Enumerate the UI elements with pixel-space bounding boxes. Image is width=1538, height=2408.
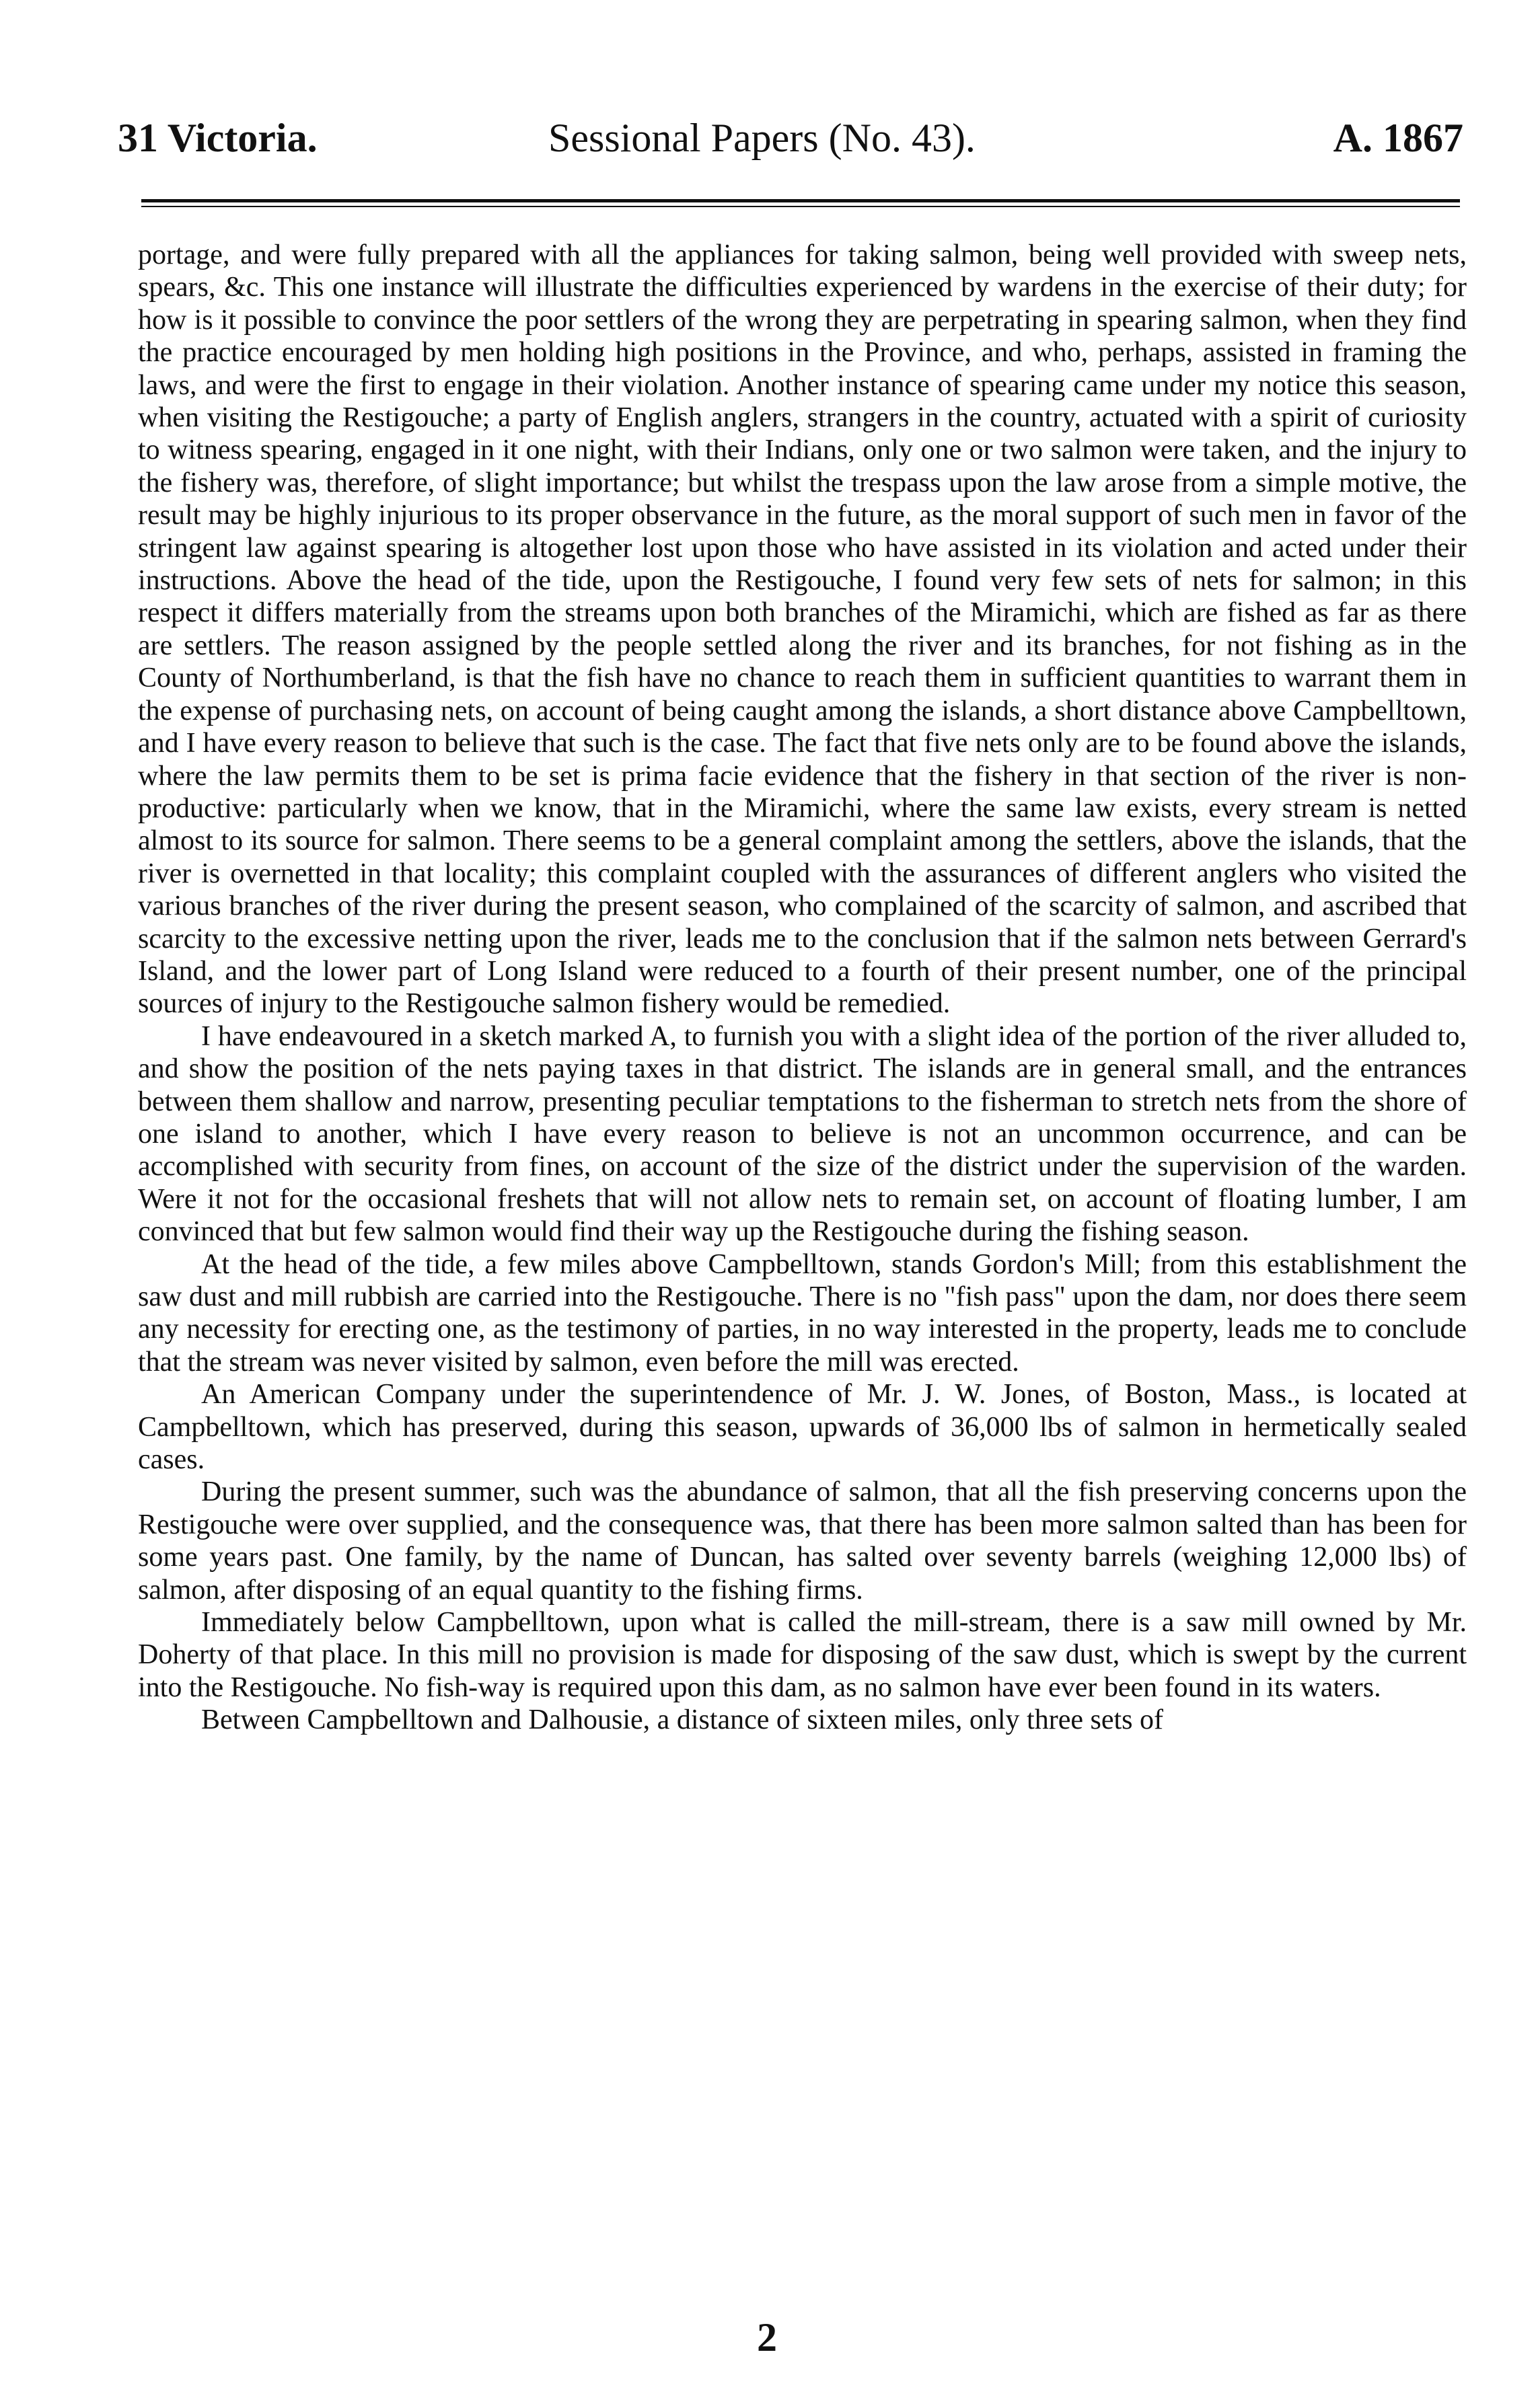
paragraph: Between Campbelltown and Dalhousie, a distance of sixteen miles, only three sets of xyxy=(201,1704,1163,1736)
paragraph: portage, and were fully prepared with all the appliances for taking salmon, being well provided with sweep nets, spears, &c. This one instance will illustrate the difficulties experienced by wardens in the exercise of their duty; for how is it possible to convince the poor settlers of the wrong they are perpetrating in spearing salmon, when they find the practice encouraged by men holding high positions in the Province, and who, perhaps, assisted in framing the laws, and were the first to engage in their violation. Another instance of spearing came under my notice this season, when visiting the Restigouche; a party of English anglers, strangers in the country, actuated with a spirit of curiosity to witness spearing, engaged in it one night, with their Indians, only one or two salmon were taken, and the injury to the fishery was, therefore, of slight importance; but whilst the trespass upon the law arose from a simple motive, the result may be highly injurious to its proper observance in the future, as the moral support of such men in favor of the stringent law against spearing is altogether lost upon those who have assisted in its violation and acted under their instructions. Above the head of the tide, upon the Restigouche, I found very few sets of nets for salmon; in this respect it differs materially from the streams upon both branches of the Miramichi, which are fished as far as there are settlers. The reason assigned by the people settled along the river and its branches, for not fishing as in the County of Northumberland, is that the fish have no chance to reach them in sufficient quantities to warrant them in the expense of purchasing nets, on account of being caught among the islands, a short distance above Campbelltown, and I have every reason to believe that such is the case. The fact that five nets only are to be found above the islands, where the law permits them to be set is prima facie evidence that the fishery in that section of the river is non-productive: particularly when we know, that in the Miramichi, where the same law exists, every stream is netted almost to its source for salmon. There seems to be a general complaint among the settlers, above the islands, that the river is overnetted in that locality; this complaint coupled with the assurances of different anglers who visited the various branches of the river during the present season, who complained of the scarcity of salmon, and ascribed that scarcity to the excessive netting upon the river, leads me to the conclusion that if the salmon nets between Gerrard's Island, and the lower part of Long Island were reduced to a fourth of their present number, one of the principal sources of injury to the Restigouche salmon fishery would be remedied. xyxy=(138,239,1467,1020)
header-volume: 31 Victoria. xyxy=(118,116,318,160)
paragraph: Immediately below Campbelltown, upon what is called the mill-stream, there is a saw mill owned by Mr. Doherty of that place. In this mill no provision is made for disposing of the saw dust, which is swept by the current into the Restigouche. No fish-way is required upon this dam, as no salmon have ever been found in its waters. xyxy=(138,1607,1467,1703)
header-year: A. 1867 xyxy=(1333,116,1463,160)
header-rule-thick xyxy=(141,199,1460,202)
running-header xyxy=(118,108,1463,168)
header-title: Sessional Papers (No. 43). xyxy=(548,116,976,160)
paragraph: I have endeavoured in a sketch marked A, to furnish you with a slight idea of the portion of the river alluded to, and show the position of the nets paying taxes in that district. The islands are in general small, and the entrances between them shallow and narrow, presenting peculiar temptations to the fisherman to stretch nets from the shore of one island to another, which I have every reason to believe is not an uncommon occurrence, and can be accomplished with security from fines, on account of the size of the district under the supervision of the warden. Were it not for the occasional freshets that will not allow nets to remain set, on account of floating lumber, I am convinced that but few salmon would find their way up the Restigouche during the fishing season. xyxy=(138,1020,1467,1248)
body-text xyxy=(138,239,1467,1737)
paragraph: An American Company under the superintendence of Mr. J. W. Jones, of Boston, Mass., is located at Campbelltown, which has preserved, during this season, upwards of 36,000 lbs of salmon in hermetically sealed cases. xyxy=(138,1379,1467,1476)
paragraph: At the head of the tide, a few miles above Campbelltown, stands Gordon's Mill; from this establishment the saw dust and mill rubbish are carried into the Restigouche. There is no "fish pass" upon the dam, nor does there seem any necessity for erecting one, as the testimony of parties, in no way interested in the property, leads me to conclude that the stream was never visited by salmon, even before the mill was erected. xyxy=(138,1248,1467,1378)
header-rule-thin xyxy=(141,206,1460,207)
page-number: 2 xyxy=(757,2315,777,2360)
paragraph: During the present summer, such was the abundance of salmon, that all the fish preserving concerns upon the Restigouche were over supplied, and the consequence was, that there has been more salmon salted than has been for some years past. One family, by the name of Duncan, has salted over seventy barrels (weighing 12,000 lbs) of salmon, after disposing of an equal quantity to the fishing firms. xyxy=(138,1476,1467,1606)
